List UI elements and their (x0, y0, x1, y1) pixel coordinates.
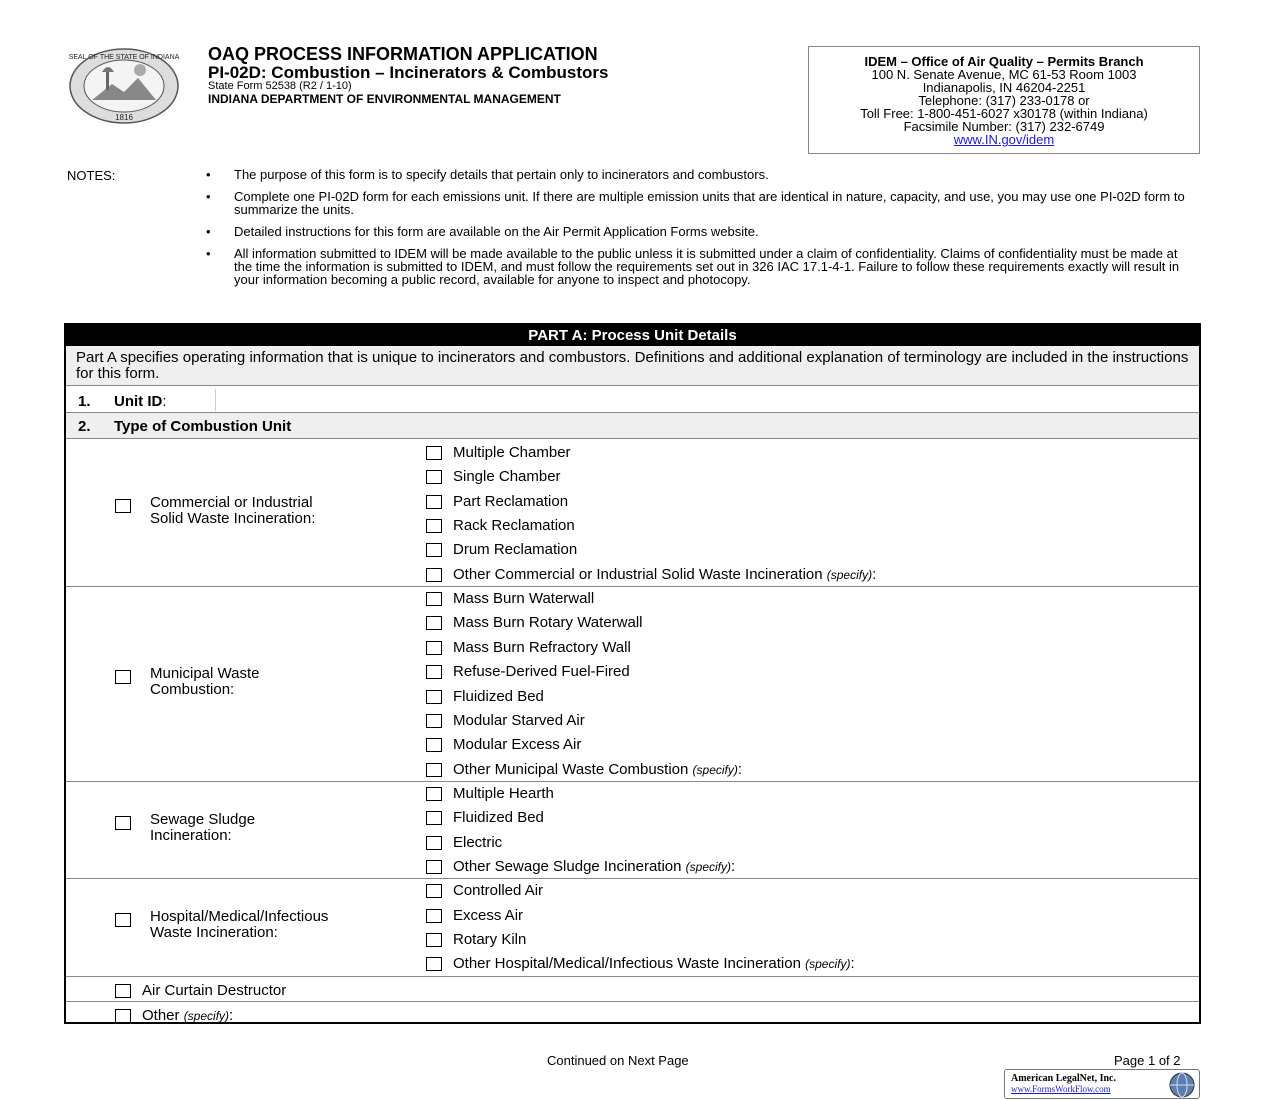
other-option-checkbox[interactable] (426, 763, 442, 777)
option-label: Modular Excess Air (453, 736, 582, 754)
option-label: Rotary Kiln (453, 931, 527, 948)
option-label: Drum Reclamation (453, 541, 578, 559)
option-label: Part Reclamation (453, 492, 569, 510)
note-item (206, 247, 1196, 286)
other-option-label (453, 955, 855, 972)
hospital-medical-checkbox[interactable] (115, 913, 131, 927)
combustion-type-label: Type of Combustion Unit (114, 418, 292, 435)
option-label: Refuse-Derived Fuel-Fired (453, 663, 630, 681)
option-checkbox[interactable] (426, 787, 442, 801)
option-label: Fluidized Bed (453, 809, 544, 827)
unit-id-input[interactable] (215, 389, 1198, 411)
option-checkbox[interactable] (426, 738, 442, 752)
other-option-label (453, 566, 876, 583)
question-1-number: 1. (78, 393, 91, 410)
colon: : (731, 857, 736, 875)
city-address: Indianapolis, IN 46204-2251 (922, 80, 1086, 95)
group-label-line: Incineration: (150, 826, 232, 844)
commercial-industrial-label (150, 495, 315, 527)
page-number: Page 1 of 2 (1114, 1053, 1181, 1068)
svg-text:SEAL OF THE STATE OF INDIANA: SEAL OF THE STATE OF INDIANA (68, 54, 180, 61)
option-checkbox[interactable] (426, 665, 442, 679)
group-divider (66, 976, 1199, 977)
note-item (206, 225, 1196, 238)
state-seal (68, 48, 180, 124)
other-option-text: Other Municipal Waste Combustion (453, 760, 689, 778)
option-checkbox[interactable] (426, 495, 442, 509)
other-option-checkbox[interactable] (426, 860, 442, 874)
continued-note: Continued on Next Page (547, 1053, 689, 1068)
group-divider (66, 878, 1199, 879)
badge-company: American LegalNet, Inc. (1011, 1073, 1116, 1084)
group-label-line: Combustion: (150, 680, 235, 698)
legalnet-badge[interactable] (1004, 1069, 1200, 1099)
badge-url[interactable]: www.FormsWorkFlow.com (1011, 1084, 1111, 1094)
svg-text:1816: 1816 (115, 113, 133, 122)
option-label: Rack Reclamation (453, 517, 575, 535)
bullet-icon: • (206, 224, 211, 239)
department-name: INDIANA DEPARTMENT OF ENVIRONMENTAL MANAGEMENT (208, 92, 561, 106)
toll-free: Toll Free: 1-800-451-6027 x30178 (within Indiana) (860, 106, 1148, 121)
sewage-sludge-label (150, 812, 255, 844)
option-checkbox[interactable] (426, 811, 442, 825)
note-text: Detailed instructions for this form are available on the Air Permit Application Forms website. (234, 224, 759, 239)
municipal-waste-label (150, 666, 259, 698)
option-checkbox[interactable] (426, 470, 442, 484)
colon: : (850, 955, 855, 973)
bullet-icon: • (206, 189, 211, 204)
specify-note: (specify) (826, 567, 873, 582)
colon: : (229, 1006, 234, 1024)
option-checkbox[interactable] (426, 616, 442, 630)
other-option-text: Other Commercial or Industrial Solid Waste Incineration (453, 565, 823, 583)
form-subtitle: PI-02D: Combustion – Incinerators & Combustors (208, 63, 609, 82)
option-label: Fluidized Bed (453, 687, 544, 705)
option-label: Multiple Hearth (453, 784, 554, 802)
option-label: Mass Burn Rotary Waterwall (453, 614, 643, 632)
option-checkbox[interactable] (426, 909, 442, 923)
air-curtain-label: Air Curtain Destructor (142, 981, 287, 999)
option-checkbox[interactable] (426, 933, 442, 947)
specify-note: (specify) (692, 762, 738, 777)
bullet-icon: • (206, 246, 211, 261)
colon: : (737, 760, 743, 778)
group-divider (66, 586, 1199, 587)
other-type-label (142, 1007, 233, 1024)
address-box (808, 46, 1200, 154)
note-item (206, 190, 1196, 216)
other-option-checkbox[interactable] (426, 957, 442, 971)
option-checkbox[interactable] (426, 446, 442, 460)
group-label-line: Commercial or Industrial (150, 494, 313, 512)
group-label-line: Sewage Sludge (150, 810, 256, 828)
notes-label: NOTES: (67, 168, 116, 183)
option-label: Single Chamber (453, 468, 561, 486)
hospital-medical-label (150, 909, 328, 941)
option-label: Mass Burn Waterwall (453, 590, 595, 608)
group-label-line: Solid Waste Incineration: (150, 510, 316, 528)
option-checkbox[interactable] (426, 714, 442, 728)
option-checkbox[interactable] (426, 543, 442, 557)
note-item (206, 168, 1196, 181)
option-label: Multiple Chamber (453, 444, 571, 461)
question-2-number: 2. (78, 418, 91, 435)
note-text: The purpose of this form is to specify details that pertain only to incinerators and combustors. (234, 167, 769, 182)
other-option-text: Other Hospital/Medical/Infectious Waste Incineration (453, 955, 801, 973)
other-option-label (453, 761, 742, 778)
globe-icon (1169, 1072, 1195, 1098)
office-name: IDEM – Office of Air Quality – Permits Branch (864, 54, 1144, 69)
other-option-label (453, 858, 735, 875)
website-link[interactable]: www.IN.gov/idem (953, 132, 1055, 147)
telephone: Telephone: (317) 233-0178 or (918, 93, 1090, 108)
air-curtain-checkbox[interactable] (115, 984, 131, 998)
state-form-number: State Form 52538 (R2 / 1-10) (208, 80, 352, 92)
option-checkbox[interactable] (426, 592, 442, 606)
other-type-checkbox[interactable] (115, 1009, 131, 1023)
other-option-text: Other Sewage Sludge Incineration (453, 857, 682, 875)
group-divider (66, 1001, 1199, 1002)
unit-id-label: Unit ID: (114, 393, 167, 410)
option-label: Modular Starved Air (453, 711, 585, 729)
note-text: Complete one PI-02D form for each emissions unit. If there are multiple emission units that are identical in nature, capacity, and use, you may use one PI-02D form to summarize the units. (234, 189, 1185, 217)
other-option-checkbox[interactable] (426, 568, 442, 582)
specify-note: (specify) (805, 957, 851, 972)
option-label: Controlled Air (453, 882, 544, 900)
option-checkbox[interactable] (426, 519, 442, 533)
municipal-waste-checkbox[interactable] (115, 670, 131, 684)
fax-number: Facsimile Number: (317) 232-6749 (903, 119, 1105, 134)
group-label-line: Hospital/Medical/Infectious (150, 908, 329, 925)
specify-note: (specify) (183, 1008, 230, 1023)
bullet-icon: • (206, 167, 211, 182)
group-label-line: Municipal Waste (150, 664, 260, 682)
sewage-sludge-checkbox[interactable] (115, 816, 131, 830)
option-checkbox[interactable] (426, 690, 442, 704)
note-text: All information submitted to IDEM will be made available to the public unless it is submitted under a claim of confidentiality. Claims of confidentiality must be made at the time the information is submitted to IDEM, and must follow the requirements set out in 326 IAC 17.1-4-1. Failure to follow these requirements exactly will result in your information becoming a public record, available for anyone to inspect and photocopy. (234, 246, 1180, 287)
part-a-intro: Part A specifies operating information that is unique to incinerators and combustors. Definitions and additional explanation of terminology are included in the instructions for this form. (66, 346, 1199, 386)
option-checkbox[interactable] (426, 641, 442, 655)
street-address: 100 N. Senate Avenue, MC 61-53 Room 1003 (871, 67, 1137, 82)
option-label: Mass Burn Refractory Wall (453, 638, 631, 656)
option-label: Excess Air (453, 906, 524, 924)
part-a-heading: PART A: Process Unit Details (66, 325, 1199, 346)
option-label: Electric (453, 833, 503, 851)
commercial-industrial-checkbox[interactable] (115, 499, 131, 513)
notes-list (206, 168, 1196, 295)
colon: : (872, 565, 877, 583)
group-divider (66, 781, 1199, 782)
group-label-line: Waste Incineration: (150, 924, 278, 941)
option-checkbox[interactable] (426, 836, 442, 850)
other-type-text: Other (142, 1006, 180, 1024)
form-title: OAQ PROCESS INFORMATION APPLICATION (208, 44, 598, 64)
option-checkbox[interactable] (426, 884, 442, 898)
specify-note: (specify) (685, 859, 731, 874)
